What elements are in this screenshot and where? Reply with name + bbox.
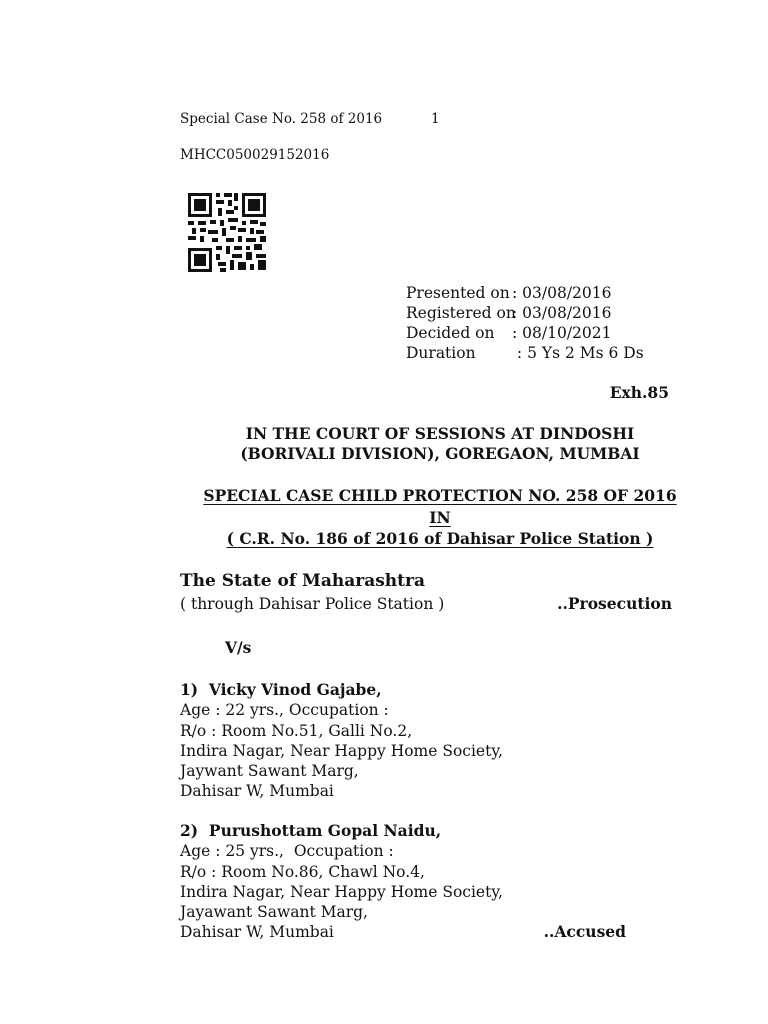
accused-1-line: Jaywant Sawant Marg,	[180, 762, 359, 781]
accused-2-line: Indira Nagar, Near Happy Home Society,	[180, 882, 503, 901]
registered-on-value: : 03/08/2016	[512, 304, 612, 322]
prosecution-through: ( through Dahisar Police Station )	[180, 595, 445, 613]
accused-1-line: R/o : Room No.51, Galli No.2,	[180, 721, 413, 740]
accused-1-line: Age : 22 yrs., Occupation :	[180, 701, 389, 720]
accused-2-name: 2) Purushottam Gopal Naidu,	[180, 821, 442, 840]
case-title-line2: IN	[429, 508, 451, 527]
decided-on-row	[406, 323, 612, 343]
page-number: 1	[431, 111, 440, 127]
presented-on-value: : 03/08/2016	[512, 284, 612, 302]
presented-on-label: Presented on	[406, 284, 510, 302]
cnr-number: MHCC050029152016	[180, 147, 330, 163]
accused-2-line: R/o : Room No.86, Chawl No.4,	[180, 862, 425, 881]
prosecution-name: The State of Maharashtra	[180, 571, 425, 591]
accused-2-block	[180, 821, 503, 943]
court-heading-line1: IN THE COURT OF SESSIONS AT DINDOSHI	[245, 424, 635, 443]
prosecution-role: ..Prosecution	[557, 594, 672, 613]
registered-on-row	[406, 303, 612, 323]
duration-label: Duration	[406, 344, 476, 362]
court-heading-line2: (BORIVALI DIVISION), GOREGAON, MUMBAI	[240, 444, 640, 463]
registered-on-label: Registered on	[406, 304, 516, 322]
duration-row	[406, 343, 644, 363]
decided-on-value: : 08/10/2021	[512, 324, 612, 342]
accused-1-line: Indira Nagar, Near Happy Home Society,	[180, 741, 503, 760]
accused-2-line: Jayawant Sawant Marg,	[180, 903, 368, 922]
exhibit-number: Exh.85	[609, 383, 669, 402]
duration-value: : 5 Ys 2 Ms 6 Ds	[512, 344, 644, 362]
accused-role: ..Accused	[543, 922, 626, 941]
accused-2-line: Age : 25 yrs., Occupation :	[180, 842, 394, 861]
presented-on-row	[406, 283, 612, 303]
case-title-line1: SPECIAL CASE CHILD PROTECTION NO. 258 OF 2016	[203, 486, 677, 505]
accused-2-line: Dahisar W, Mumbai	[180, 923, 334, 942]
accused-1-name: 1) Vicky Vinod Gajabe,	[180, 680, 382, 699]
case-title-line3: ( C.R. No. 186 of 2016 of Dahisar Police Station )	[226, 529, 654, 548]
qr-code	[186, 190, 268, 274]
decided-on-label: Decided on	[406, 324, 495, 342]
case-number-header: Special Case No. 258 of 2016	[180, 111, 383, 127]
accused-1-line: Dahisar W, Mumbai	[180, 782, 334, 801]
accused-1-block	[180, 680, 503, 802]
versus-label: V/s	[225, 638, 252, 657]
